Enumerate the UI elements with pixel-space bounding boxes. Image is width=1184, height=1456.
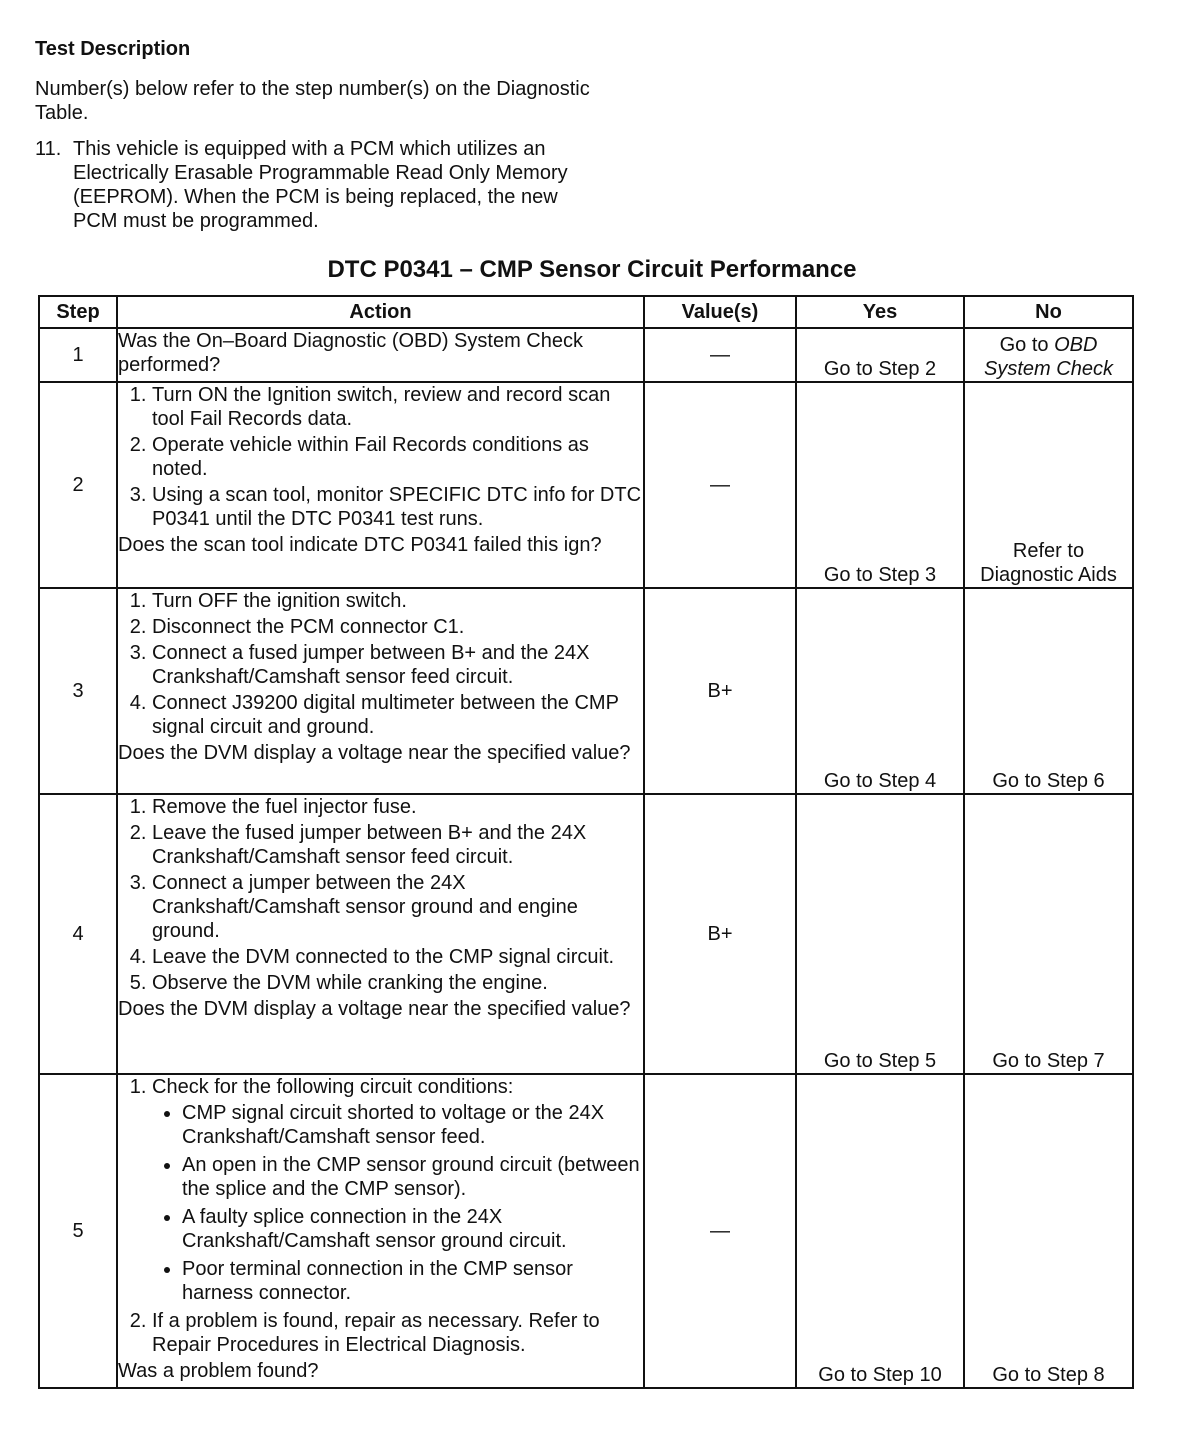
value-cell: B+ [644,588,796,794]
action-step: 1. Turn OFF the ignition switch. [152,589,643,613]
action-question: Does the scan tool indicate DTC P0341 failed this ign? [118,534,602,556]
value-cell: — [644,328,796,382]
test-description [35,38,595,233]
header-no: No [964,296,1133,328]
yes-cell: Go to Step 3 [796,382,964,588]
step-number: 3 [39,588,117,794]
action-step: 1. Remove the fuel injector fuse. [152,795,643,819]
table-row [39,382,1133,588]
action-step: 4. Connect J39200 digital multimeter between the CMP signal circuit and ground. [152,691,643,739]
action-steps [118,383,643,531]
action-step: 1. Turn ON the Ignition switch, review and record scan tool Fail Records data. [152,383,643,431]
test-description-note [35,137,595,233]
yes-cell: Go to Step 2 [796,328,964,382]
action-step: 5. Observe the DVM while cranking the engine. [152,971,643,995]
test-description-heading: Test Description [35,38,191,60]
action-steps [118,795,643,995]
action-cell [117,588,644,794]
table-row [39,794,1133,1074]
action-step: 3. Connect a jumper between the 24X Crankshaft/Camshaft sensor ground and engine ground. [152,871,643,943]
action-steps [118,589,643,739]
action-question: Does the DVM display a voltage near the specified value? [118,998,631,1020]
action-cell [117,794,644,1074]
action-cell [117,382,644,588]
header-action: Action [117,296,644,328]
action-step: 2. Disconnect the PCM connector C1. [152,615,643,639]
note-number: 11. [35,138,62,160]
step-number: 2 [39,382,117,588]
action-step: 2. Leave the fused jumper between B+ and the 24X Crankshaft/Camshaft sensor feed circuit. [152,821,643,869]
condition-item: • An open in the CMP sensor ground circuit (between the splice and the CMP sensor). [182,1153,643,1201]
action-steps [118,1075,643,1357]
note-text: This vehicle is equipped with a PCM which utilizes an Electrically Erasable Programmable Read Only Memory (EEPROM). When the PCM is being replaced, the new PCM must be programmed. [73,138,568,232]
yes-cell: Go to Step 10 [796,1074,964,1388]
yes-cell: Go to Step 4 [796,588,964,794]
action-step [152,1075,643,1305]
header-values: Value(s) [644,296,796,328]
table-row [39,328,1133,382]
table-title: DTC P0341 – CMP Sensor Circuit Performance [327,256,857,283]
test-description-intro: Number(s) below refer to the step number(s) on the Diagnostic Table. [35,78,590,124]
diagnostic-table [38,295,1134,1389]
condition-item: • A faulty splice connection in the 24X Crankshaft/Camshaft sensor ground circuit. [182,1205,643,1253]
header-step: Step [39,296,117,328]
value-cell: — [644,382,796,588]
no-cell: Go to Step 8 [964,1074,1133,1388]
action-step: 2. If a problem is found, repair as necessary. Refer to Repair Procedures in Electrical Diagnosis. [152,1309,643,1357]
action-step: 3. Using a scan tool, monitor SPECIFIC DTC info for DTC P0341 until the DTC P0341 test runs. [152,483,643,531]
condition-item: • Poor terminal connection in the CMP sensor harness connector. [182,1257,643,1305]
action-step-text: Check for the following circuit conditions: [152,1076,514,1098]
action-step: 2. Operate vehicle within Fail Records conditions as noted. [152,433,643,481]
action-step: 3. Connect a fused jumper between B+ and the 24X Crankshaft/Camshaft sensor feed circuit. [152,641,643,689]
step-number: 1 [39,328,117,382]
no-cell: Go to Step 7 [964,794,1133,1074]
condition-item: • CMP signal circuit shorted to voltage or the 24X Crankshaft/Camshaft sensor feed. [182,1101,643,1149]
action-cell [117,1074,644,1388]
table-row [39,588,1133,794]
no-link-text: OBD System Check [984,334,1113,380]
action-question: Was the On–Board Diagnostic (OBD) System Check performed? [118,330,583,376]
no-prefix: Go to [999,334,1055,356]
action-cell [117,328,644,382]
table-header-row [39,296,1133,328]
no-cell: Refer to Diagnostic Aids [964,382,1133,588]
value-cell: — [644,1074,796,1388]
step-number: 5 [39,1074,117,1388]
table-row [39,1074,1133,1388]
action-question: Does the DVM display a voltage near the specified value? [118,742,631,764]
condition-list [152,1101,643,1305]
action-step: 4. Leave the DVM connected to the CMP signal circuit. [152,945,643,969]
header-yes: Yes [796,296,964,328]
value-cell: B+ [644,794,796,1074]
action-question: Was a problem found? [118,1360,319,1382]
yes-cell: Go to Step 5 [796,794,964,1074]
no-cell [964,328,1133,382]
no-cell: Go to Step 6 [964,588,1133,794]
step-number: 4 [39,794,117,1074]
